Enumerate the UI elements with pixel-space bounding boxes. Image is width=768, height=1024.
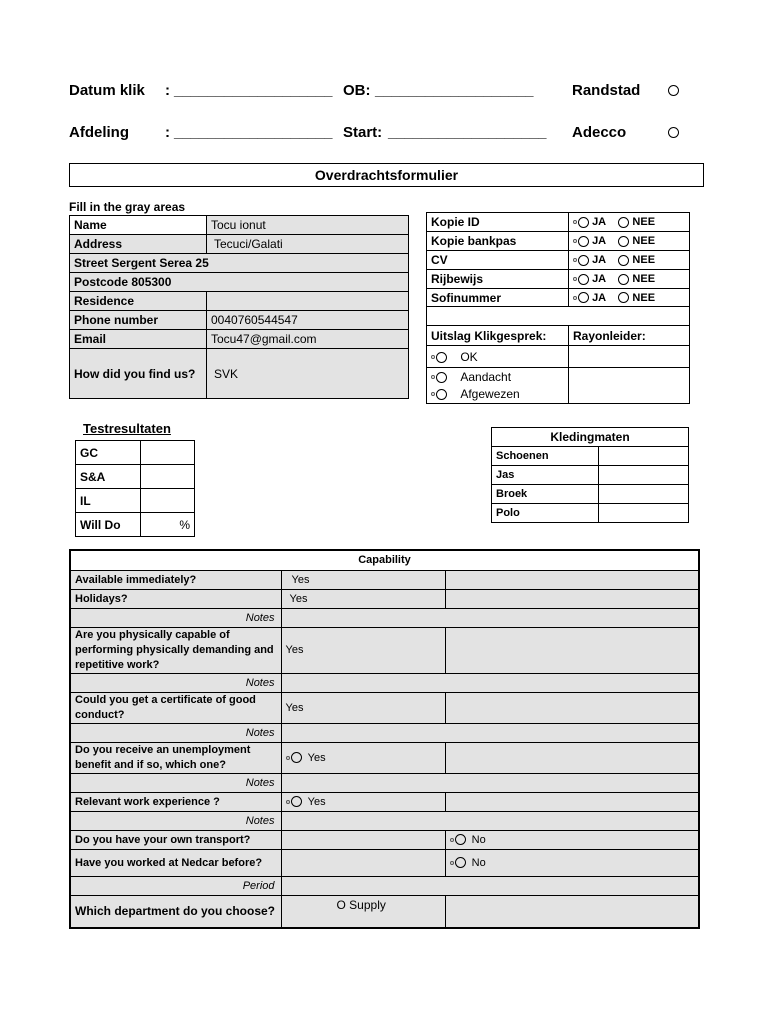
answer-value: Yes — [307, 751, 326, 764]
answer-value: Yes — [307, 795, 326, 808]
radio-icon[interactable] — [436, 352, 447, 363]
adecco-radio[interactable] — [668, 127, 679, 138]
answer-value: No — [471, 833, 486, 846]
ja-radio[interactable] — [578, 292, 589, 303]
nee-radio[interactable] — [618, 236, 629, 247]
ja-label: JA — [592, 254, 607, 266]
name-label: Name — [70, 216, 207, 235]
notes-field[interactable] — [281, 723, 699, 742]
period-label: Period — [70, 876, 281, 895]
answer-value: No — [471, 856, 486, 869]
small-circle-icon — [573, 239, 577, 243]
clothing-label: Broek — [492, 485, 599, 504]
answer-value[interactable]: Yes — [281, 589, 445, 608]
answer-extra[interactable] — [281, 849, 445, 876]
answer-extra[interactable] — [445, 570, 699, 589]
small-circle-icon — [573, 277, 577, 281]
doc-options — [569, 270, 690, 289]
rayonleider-extra[interactable] — [569, 368, 690, 404]
radio-icon[interactable] — [455, 834, 466, 845]
find-label: How did you find us? — [70, 349, 207, 399]
period-field[interactable] — [281, 876, 699, 895]
email-value[interactable]: Tocu47@gmail.com — [207, 330, 409, 349]
street-line[interactable]: Street Sergent Serea 25 — [70, 254, 409, 273]
small-circle-icon — [286, 756, 290, 760]
test-label: Will Do — [76, 513, 141, 537]
small-circle-icon — [286, 800, 290, 804]
ja-label: JA — [592, 235, 607, 247]
question-label: Do you receive an unemployment benefit and if so, which one? — [70, 742, 281, 773]
test-value-percent[interactable]: % — [141, 513, 195, 537]
answer-extra[interactable] — [281, 830, 445, 849]
notes-field[interactable] — [281, 811, 699, 830]
postcode-line[interactable]: Postcode 805300 — [70, 273, 409, 292]
test-value[interactable] — [141, 441, 195, 465]
doc-label: CV — [427, 251, 569, 270]
ja-label: JA — [592, 291, 607, 304]
clothing-table — [491, 427, 689, 523]
uitslag-options-group — [427, 368, 569, 404]
randstad-label: Randstad — [572, 82, 641, 99]
nee-radio[interactable] — [618, 274, 629, 285]
find-value[interactable]: SVK — [207, 349, 409, 399]
nee-label: NEE — [632, 254, 656, 266]
ob-label: OB: — [343, 82, 371, 99]
uitslag-option[interactable] — [427, 346, 569, 368]
small-circle-icon — [431, 375, 435, 379]
ja-radio[interactable] — [578, 255, 589, 266]
doc-options — [569, 289, 690, 307]
nee-radio[interactable] — [618, 292, 629, 303]
small-circle-icon — [450, 838, 454, 842]
notes-field[interactable] — [281, 673, 699, 692]
question-label: Do you have your own transport? — [70, 830, 281, 849]
answer-extra[interactable] — [445, 742, 699, 773]
tests-title: Testresultaten — [83, 421, 171, 436]
question-label: Could you get a certificate of good conduct? — [70, 692, 281, 723]
documents-table — [426, 212, 690, 404]
personal-info-table — [69, 215, 409, 399]
small-circle-icon — [450, 861, 454, 865]
nee-radio[interactable] — [618, 217, 629, 228]
fill-instruction: Fill in the gray areas — [69, 200, 186, 214]
uitslag-option[interactable] — [431, 386, 564, 403]
afdeling-label: Afdeling — [69, 124, 129, 141]
randstad-radio[interactable] — [668, 85, 679, 96]
small-circle-icon — [431, 355, 435, 359]
ja-label: JA — [592, 216, 607, 228]
radio-icon[interactable] — [455, 857, 466, 868]
answer-value[interactable]: Yes — [281, 570, 445, 589]
phone-label: Phone number — [70, 311, 207, 330]
test-label: GC — [76, 441, 141, 465]
question-label: Which department do you choose? — [70, 895, 281, 928]
afdeling-colon: : — [165, 124, 170, 141]
radio-icon[interactable] — [291, 796, 302, 807]
answer-radio-cell[interactable] — [445, 830, 699, 849]
ja-radio[interactable] — [578, 217, 589, 228]
radio-icon[interactable] — [436, 389, 447, 400]
datum-klik-label: Datum klik — [69, 82, 145, 99]
notes-label: Notes — [70, 811, 281, 830]
test-label: S&A — [76, 465, 141, 489]
doc-label: Kopie ID — [427, 213, 569, 232]
doc-label: Rijbewijs — [427, 270, 569, 289]
rayonleider-label: Rayonleider: — [569, 326, 690, 346]
doc-label: Sofinummer — [427, 289, 569, 307]
answer-extra[interactable] — [445, 895, 699, 928]
test-value[interactable] — [141, 465, 195, 489]
question-label: Relevant work experience ? — [70, 792, 281, 811]
small-circle-icon — [573, 296, 577, 300]
nee-label: NEE — [632, 235, 656, 247]
notes-label: Notes — [70, 673, 281, 692]
question-label: Are you physically capable of performing physically demanding and repetitive work? — [70, 627, 281, 673]
email-label: Email — [70, 330, 207, 349]
uitslag-option[interactable] — [431, 369, 564, 386]
address-value[interactable]: Tecuci/Galati — [207, 235, 409, 254]
answer-extra[interactable] — [445, 792, 699, 811]
department-option[interactable]: O Supply — [281, 895, 445, 928]
notes-field[interactable] — [281, 773, 699, 792]
small-circle-icon — [573, 220, 577, 224]
start-label: Start: — [343, 124, 383, 141]
clothing-value[interactable] — [599, 466, 689, 485]
datum-klik-field[interactable]: ___________________ — [174, 82, 333, 99]
answer-extra[interactable] — [445, 589, 699, 608]
name-value[interactable]: Tocu ionut — [207, 216, 409, 235]
adecco-label: Adecco — [572, 124, 627, 141]
clothing-value[interactable] — [599, 485, 689, 504]
afdeling-field[interactable]: ___________________ — [174, 124, 333, 141]
phone-value[interactable]: 0040760544547 — [207, 311, 409, 330]
doc-options — [569, 251, 690, 270]
test-label: IL — [76, 489, 141, 513]
capability-title: Capability — [70, 550, 699, 570]
start-field[interactable]: ___________________ — [388, 124, 547, 141]
rayonleider-value[interactable] — [569, 346, 690, 368]
option-ok: OK — [460, 349, 478, 364]
ja-label: JA — [592, 273, 607, 285]
clothing-value[interactable] — [599, 447, 689, 466]
form-title: Overdrachtsformulier — [69, 163, 704, 187]
tests-table — [75, 440, 195, 537]
answer-value[interactable]: Yes — [281, 692, 445, 723]
residence-label: Residence — [70, 292, 207, 311]
small-circle-icon — [573, 258, 577, 262]
notes-field[interactable] — [281, 608, 699, 627]
ob-field[interactable]: ___________________ — [375, 82, 534, 99]
spacer-row — [427, 307, 690, 326]
small-circle-icon — [431, 392, 435, 396]
clothing-label: Jas — [492, 466, 599, 485]
doc-options — [569, 213, 690, 232]
doc-label: Kopie bankpas — [427, 232, 569, 251]
nee-radio[interactable] — [618, 255, 629, 266]
question-label: Holidays? — [70, 589, 281, 608]
answer-radio-cell[interactable] — [281, 742, 445, 773]
doc-options — [569, 232, 690, 251]
question-label: Available immediately? — [70, 570, 281, 589]
uitslag-label: Uitslag Klikgesprek: — [427, 326, 569, 346]
question-label: Have you worked at Nedcar before? — [70, 849, 281, 876]
ja-radio[interactable] — [578, 236, 589, 247]
clothing-label: Schoenen — [492, 447, 599, 466]
nee-label: NEE — [632, 216, 656, 228]
clothing-label: Polo — [492, 504, 599, 523]
answer-extra[interactable] — [445, 692, 699, 723]
option-aandacht: Aandacht — [460, 369, 512, 384]
nee-label: NEE — [632, 291, 656, 304]
notes-label: Notes — [70, 723, 281, 742]
test-value[interactable] — [141, 489, 195, 513]
option-afgewezen: Afgewezen — [460, 386, 520, 401]
clothing-title: Kledingmaten — [492, 428, 689, 447]
answer-radio-cell[interactable] — [445, 849, 699, 876]
datum-colon: : — [165, 82, 170, 99]
answer-extra[interactable] — [445, 627, 699, 673]
answer-radio-cell[interactable] — [281, 792, 445, 811]
clothing-value[interactable] — [599, 504, 689, 523]
radio-icon[interactable] — [291, 752, 302, 763]
notes-label: Notes — [70, 608, 281, 627]
capability-table — [69, 549, 700, 929]
residence-value[interactable] — [207, 292, 409, 311]
radio-icon[interactable] — [436, 372, 447, 383]
answer-value[interactable]: Yes — [281, 627, 445, 673]
ja-radio[interactable] — [578, 274, 589, 285]
notes-label: Notes — [70, 773, 281, 792]
nee-label: NEE — [632, 273, 656, 285]
address-label: Address — [70, 235, 207, 254]
